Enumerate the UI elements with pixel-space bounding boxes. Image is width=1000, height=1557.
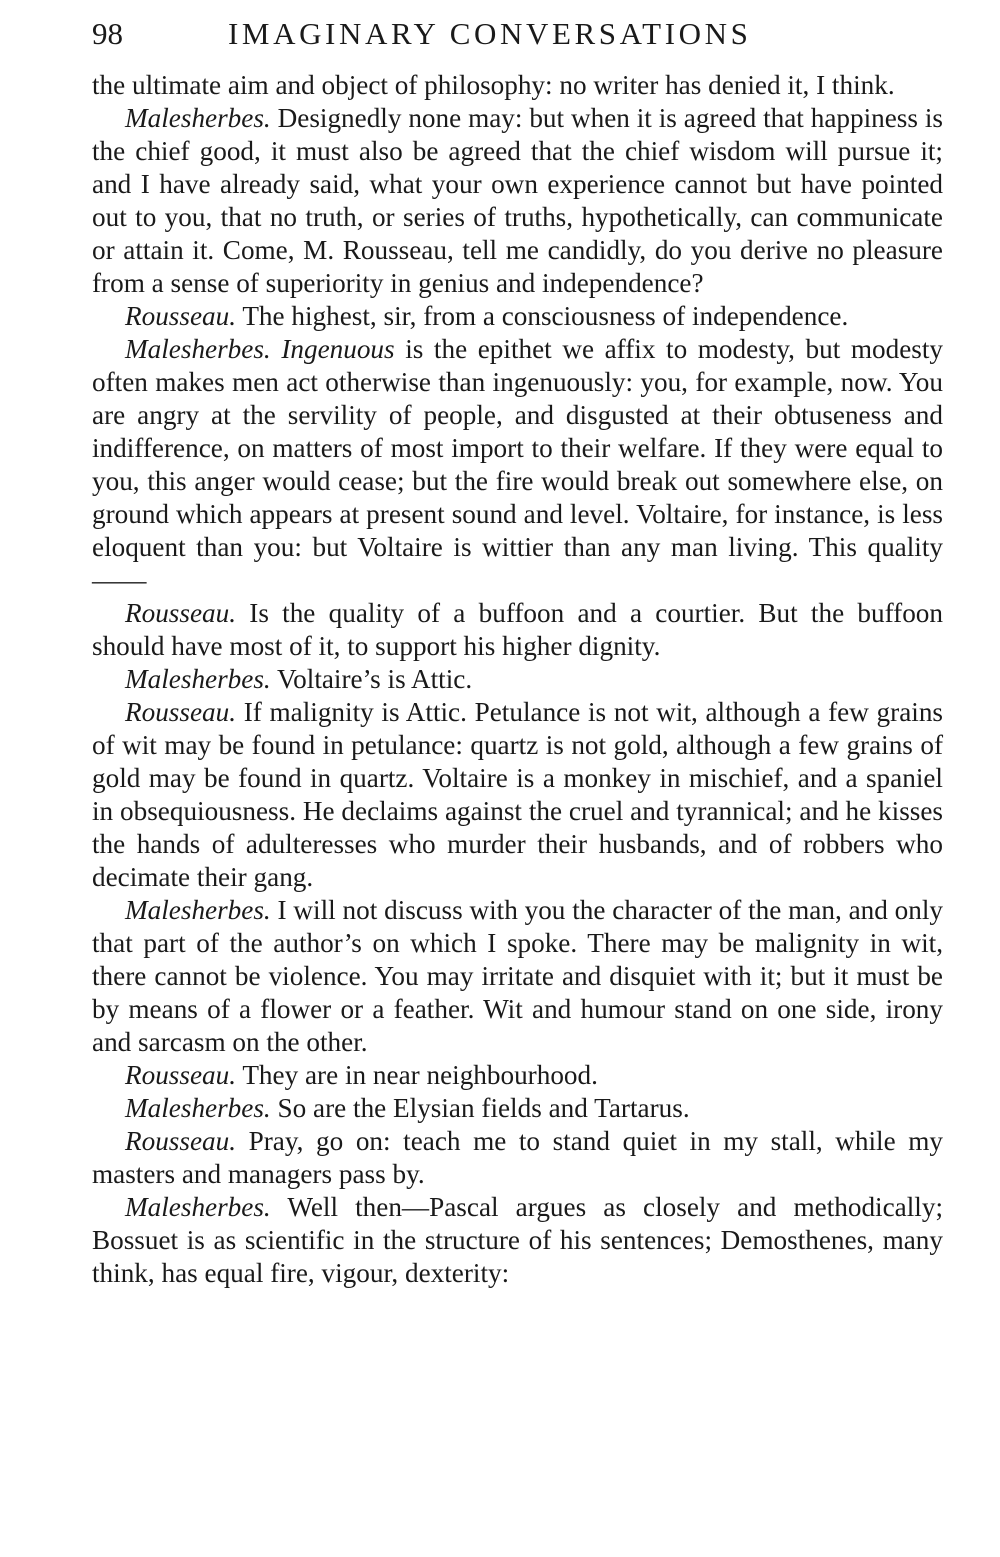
speaker-name: Rousseau. (125, 697, 237, 727)
italic-word: Ingenuous (281, 334, 395, 364)
speaker-name: Malesherbes. (125, 895, 271, 925)
paragraph (92, 894, 943, 1059)
paragraph (92, 1125, 943, 1191)
page-number: 98 (92, 16, 123, 51)
running-title: IMAGINARY CONVERSATIONS (228, 16, 752, 51)
speaker-name: Rousseau. (125, 1126, 237, 1156)
paragraph (92, 69, 943, 102)
paragraph-text: So are the Elysian fields and Tartarus. (270, 1093, 690, 1123)
speaker-name: Rousseau. (125, 301, 237, 331)
paragraph-text: Well then—Pascal argues as closely and methodically; Bossuet is as scientific in the structure of his sentences; Demosthenes, many think, has equal fire, vigour, dexterity: (92, 1192, 943, 1288)
paragraph (92, 333, 943, 597)
paragraph-text: is the epithet we affix to modesty, but modesty often makes men act otherwise than ingenuously: you, for example, now. You are angry at the servility of people, and disgusted at their obtuseness and indifference, on matters of most import to their welfare. If they were equal to you, this anger would cease; but the fire would break out somewhere else, on ground which appears at present sound and level. Voltaire, for instance, is less eloquent than you: but Voltaire is wittier than any man living. This quality—— (92, 334, 944, 595)
paragraph-text: They are in near neighbourhood. (236, 1060, 598, 1090)
paragraph-text: Designedly none may: but when it is agreed that happiness is the chief good, it must also be agreed that the chief wisdom will pursue it; and I have already said, what your own experience cannot but have pointed out to you, that no truth, or series of truths, hypothetically, can communicate or attain it. Come, M. Rousseau, tell me candidly, do you derive no pleasure from a sense of superiority in genius and independence? (92, 103, 943, 298)
speaker-name: Rousseau. (125, 1060, 237, 1090)
paragraph (92, 696, 943, 894)
paragraph-text: the ultimate aim and object of philosophy: no writer has denied it, I think. (92, 70, 895, 100)
paragraph-text: I will not discuss with you the character of the man, and only that part of the author’s on which I spoke. There may be malignity in wit, there cannot be violence. You may irritate and disquiet with it; but it must be by means of a flower or a feather. Wit and humour stand on one side, irony and sarcasm on the other. (92, 895, 943, 1057)
paragraph (92, 663, 943, 696)
paragraph-text: If malignity is Attic. Petulance is not wit, although a few grains of wit may be found in petulance: quartz is not gold, although a few grains of gold may be found in quartz. Voltaire is a monkey in mischief, and a spaniel in obsequiousness. He declaims against the cruel and tyrannical; and he kisses the hands of adulteresses who murder their husbands, and of robbers who decimate their gang. (92, 697, 943, 892)
speaker-name: Rousseau. (125, 598, 237, 628)
speaker-name: Malesherbes. (125, 334, 271, 364)
paragraph-text: The highest, sir, from a consciousness of independence. (236, 301, 849, 331)
paragraph (92, 597, 943, 663)
speaker-name: Malesherbes. (125, 1192, 271, 1222)
paragraph (92, 1059, 943, 1092)
speaker-name: Malesherbes. (125, 664, 271, 694)
page-body (92, 69, 943, 1290)
paragraph (92, 1092, 943, 1125)
speaker-name: Malesherbes. (125, 1093, 271, 1123)
paragraph-text: Voltaire’s is Attic. (270, 664, 473, 694)
paragraph-text: Pray, go on: teach me to stand quiet in my stall, while my masters and managers pass by. (92, 1126, 943, 1189)
paragraph (92, 300, 943, 333)
running-header (92, 14, 822, 54)
paragraph (92, 1191, 943, 1290)
paragraph-text: Is the quality of a buffoon and a courtier. But the buffoon should have most of it, to support his higher dignity. (92, 598, 943, 661)
paragraph (92, 102, 943, 300)
speaker-name: Malesherbes. (125, 103, 271, 133)
